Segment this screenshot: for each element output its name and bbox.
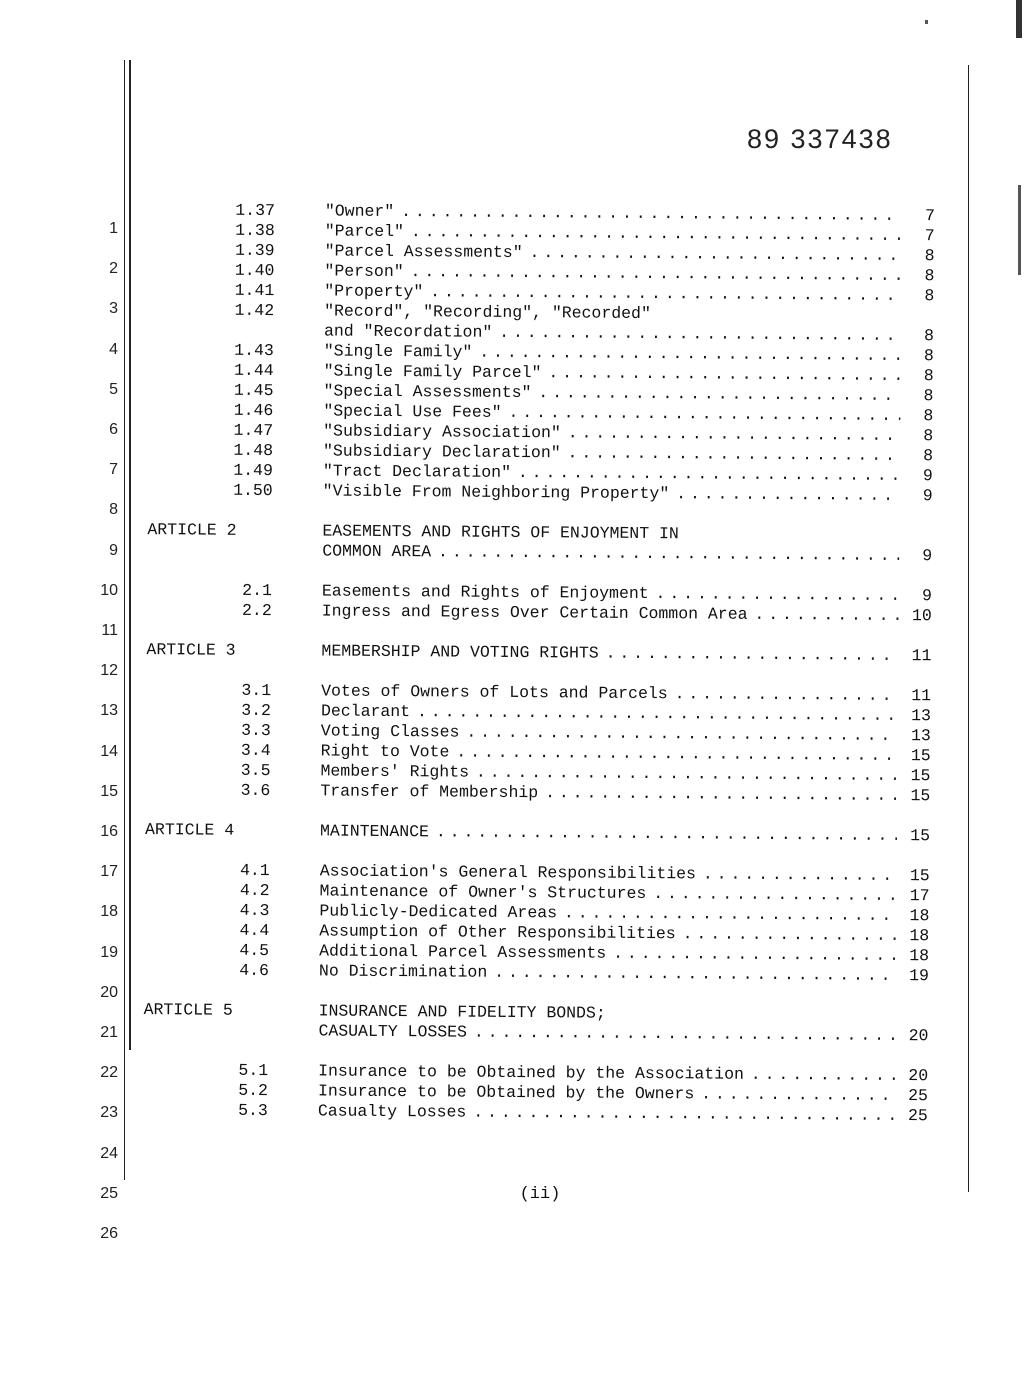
dot-leader xyxy=(394,202,902,225)
dot-leader xyxy=(649,584,899,605)
dot-leader xyxy=(541,363,900,385)
dot-leader xyxy=(646,884,896,905)
section-title-text: "Tract Declaration" xyxy=(322,461,512,482)
article-label: ARTICLE 2 xyxy=(147,520,237,540)
section-number: 1.47 xyxy=(233,420,274,441)
section-title-text: MAINTENANCE xyxy=(319,821,430,842)
section-title-text: "Subsidiary Declaration" xyxy=(322,441,561,463)
page-number: 13 xyxy=(911,706,932,726)
page-number: 18 xyxy=(909,926,930,946)
dot-leader xyxy=(487,963,896,985)
page-number: 9 xyxy=(921,586,932,606)
section-title-text: Casualty Losses xyxy=(317,1101,467,1122)
section-title xyxy=(319,961,896,985)
page-number: 10 xyxy=(911,606,932,626)
section-number: 1.45 xyxy=(233,380,274,401)
page-footer-number: (ii) xyxy=(519,1185,561,1204)
page-number: 18 xyxy=(909,946,930,966)
line-number: 14 xyxy=(100,742,118,760)
dot-leader xyxy=(561,423,900,445)
section-title-text: "Property" xyxy=(324,281,424,302)
dot-leader xyxy=(469,763,898,785)
page-number: 9 xyxy=(922,466,933,486)
line-number: 2 xyxy=(109,260,118,278)
section-title-text: Association's General Responsibilities xyxy=(319,861,697,884)
section-title-text: Ingress and Egress Over Certain Common Area xyxy=(321,601,748,624)
page-number: 8 xyxy=(923,326,935,346)
line-number: 21 xyxy=(100,1024,118,1041)
section-number: 1.49 xyxy=(233,460,273,481)
dot-leader xyxy=(557,903,896,925)
line-number: 15 xyxy=(100,782,118,800)
section-title-text: "Single Family Parcel" xyxy=(323,361,542,383)
section-title-text: "Visible From Neighboring Property" xyxy=(322,481,670,504)
section-title-text: "Single Family" xyxy=(323,341,473,362)
section-title-text: INSURANCE AND FIDELITY BONDS; xyxy=(318,1001,606,1023)
toc-article-row xyxy=(136,640,956,666)
section-number: 1.46 xyxy=(233,400,274,421)
section-number: 5.2 xyxy=(238,1080,269,1101)
section-number: 5.1 xyxy=(238,1060,269,1081)
page-number: 8 xyxy=(923,406,934,426)
line-number: 16 xyxy=(100,823,118,840)
article-label: ARTICLE 4 xyxy=(144,820,235,840)
page-number: 8 xyxy=(923,446,934,466)
section-number: 1.38 xyxy=(235,220,275,241)
dot-leader xyxy=(523,243,902,265)
line-number: 25 xyxy=(100,1184,118,1202)
dot-leader xyxy=(410,702,898,725)
section-title-continued xyxy=(322,541,899,565)
section-title-text: Easements and Rights of Enjoyment xyxy=(321,581,649,604)
section-title-text: "Owner" xyxy=(324,201,395,221)
section-title-text: EASEMENTS AND RIGHTS OF ENJOYMENT IN xyxy=(322,521,679,544)
dot-leader xyxy=(531,383,900,405)
page-number: 19 xyxy=(909,966,930,986)
section-title xyxy=(322,601,899,625)
dot-leader xyxy=(599,644,899,665)
section-number: 3.1 xyxy=(241,680,272,701)
line-number: 6 xyxy=(109,421,118,438)
dot-leader xyxy=(502,403,901,425)
scan-edge-mark xyxy=(1016,0,1022,38)
scan-speck xyxy=(925,20,928,24)
dot-leader xyxy=(744,1065,895,1085)
page-number: 18 xyxy=(909,906,930,926)
section-number: 5.3 xyxy=(238,1100,268,1121)
section-title-text: "Parcel Assessments" xyxy=(324,241,523,263)
dot-leader xyxy=(459,723,898,745)
line-number: 1 xyxy=(109,220,118,237)
section-number: 1.50 xyxy=(233,480,273,501)
dot-leader xyxy=(606,944,896,965)
section-number: 1.39 xyxy=(234,240,275,261)
dot-leader xyxy=(669,484,900,505)
page-number: 20 xyxy=(908,1026,929,1046)
section-number: 3.5 xyxy=(240,760,271,781)
dot-leader xyxy=(676,924,897,945)
section-title-text: "Subsidiary Association" xyxy=(323,421,561,443)
page-number: 15 xyxy=(910,766,931,786)
section-number: 2.2 xyxy=(241,600,272,621)
page-number: 8 xyxy=(923,346,934,366)
dot-leader xyxy=(511,463,900,485)
page-number: 8 xyxy=(924,246,935,266)
dot-leader xyxy=(404,222,902,245)
section-title xyxy=(320,781,897,805)
section-title-text: and "Recordation" xyxy=(323,321,493,342)
page-number: 17 xyxy=(909,886,930,906)
dot-leader xyxy=(668,684,899,705)
toc-article-row xyxy=(135,820,955,846)
section-title-text: No Discrimination xyxy=(318,961,488,982)
section-title-text: Right to Vote xyxy=(320,741,450,762)
page-number: 15 xyxy=(910,746,931,766)
page-number: 8 xyxy=(923,366,934,386)
line-number: 4 xyxy=(109,340,118,358)
dot-leader xyxy=(538,783,897,805)
section-number: 4.2 xyxy=(239,880,270,901)
section-number: 1.48 xyxy=(233,440,274,461)
section-title-text: Declarant xyxy=(320,701,411,722)
section-number: 2.1 xyxy=(242,580,273,601)
section-title-text: Assumption of Other Responsibilities xyxy=(319,921,676,944)
page-number: 25 xyxy=(908,1086,929,1106)
section-number: 4.5 xyxy=(239,940,270,961)
page-number: 7 xyxy=(924,206,935,226)
section-title-text: "Record", "Recording", "Recorded" xyxy=(324,301,651,324)
line-number: 23 xyxy=(100,1104,118,1122)
page-number: 11 xyxy=(911,646,932,666)
dot-leader xyxy=(747,605,898,625)
section-number: 1.42 xyxy=(234,300,275,321)
section-number: 1.43 xyxy=(234,340,274,361)
line-number: 18 xyxy=(100,903,118,921)
line-number: 12 xyxy=(100,662,118,680)
left-margin-rule xyxy=(124,60,125,1180)
section-number: 4.4 xyxy=(239,920,270,941)
dot-leader xyxy=(423,282,901,305)
line-number: 7 xyxy=(109,461,118,479)
section-number: 4.3 xyxy=(239,900,270,921)
page-number: 11 xyxy=(911,686,932,706)
section-number: 3.2 xyxy=(241,700,272,721)
dot-leader xyxy=(404,262,902,285)
section-number: 1.37 xyxy=(235,200,275,221)
page-number: 9 xyxy=(922,486,933,506)
section-title-text: CASUALTY LOSSES xyxy=(318,1021,468,1042)
document-number: 89 337438 xyxy=(747,124,893,154)
page-number: 20 xyxy=(908,1066,929,1086)
article-label: ARTICLE 5 xyxy=(143,1000,233,1020)
dot-leader xyxy=(467,1023,896,1045)
line-number: 10 xyxy=(100,581,118,599)
line-number: 11 xyxy=(101,622,118,639)
line-number: 5 xyxy=(109,380,118,398)
page-number: 15 xyxy=(909,866,930,886)
page-number: 8 xyxy=(923,426,934,446)
section-title-text: "Special Assessments" xyxy=(323,381,532,403)
section-number: 1.44 xyxy=(233,360,274,381)
section-number: 4.6 xyxy=(239,960,270,981)
table-of-contents xyxy=(140,200,960,1126)
section-number: 3.3 xyxy=(241,720,271,741)
page-number: 8 xyxy=(924,286,935,306)
section-number: 3.4 xyxy=(240,740,271,761)
right-margin-rule xyxy=(968,65,969,1192)
line-number: 13 xyxy=(100,702,118,720)
line-number: 20 xyxy=(100,983,118,1001)
section-number: 1.41 xyxy=(234,280,275,301)
section-title-text: Publicly-Dedicated Areas xyxy=(319,901,558,923)
scan-edge-mark xyxy=(1018,185,1021,275)
section-title xyxy=(320,821,897,845)
dot-leader xyxy=(696,864,897,885)
dot-leader xyxy=(449,742,897,765)
section-number: 3.6 xyxy=(240,780,271,801)
dot-leader xyxy=(466,1103,895,1125)
article-label: ARTICLE 3 xyxy=(146,640,236,660)
line-number: 24 xyxy=(100,1144,118,1162)
section-title-text: COMMON AREA xyxy=(322,541,432,562)
line-number: 19 xyxy=(100,943,118,961)
dot-leader xyxy=(429,822,897,845)
section-title-text: "Person" xyxy=(324,261,404,282)
section-title-text: Insurance to be Obtained by the Owners xyxy=(317,1081,695,1104)
page-number: 15 xyxy=(910,786,931,806)
section-title-text: MEMBERSHIP AND VOTING RIGHTS xyxy=(321,641,599,663)
line-number: 9 xyxy=(109,541,118,559)
section-title-text: "Special Use Fees" xyxy=(323,401,502,422)
dot-leader xyxy=(694,1084,895,1105)
page-number: 7 xyxy=(924,226,935,246)
section-title xyxy=(321,641,898,665)
page-number: 8 xyxy=(924,266,935,286)
dot-leader xyxy=(472,343,901,365)
section-title-continued xyxy=(318,1021,895,1045)
line-number: 26 xyxy=(100,1225,118,1242)
page-number: 8 xyxy=(923,386,934,406)
section-title-text: Additional Parcel Assessments xyxy=(319,941,607,963)
page-number: 13 xyxy=(910,726,931,746)
section-title-text: Members' Rights xyxy=(320,761,470,782)
section-title xyxy=(318,1101,895,1125)
section-title-text: Insurance to be Obtained by the Association xyxy=(318,1061,745,1084)
line-number: 3 xyxy=(109,300,118,318)
dot-leader xyxy=(492,323,901,345)
section-title-text: Maintenance of Owner's Structures xyxy=(319,881,647,903)
section-title xyxy=(323,481,900,505)
section-title-text: Voting Classes xyxy=(320,721,460,742)
section-title-text: Votes of Owners of Lots and Parcels xyxy=(321,681,668,704)
page-number: 25 xyxy=(907,1106,928,1126)
dot-leader xyxy=(431,542,899,565)
section-title-text: Transfer of Membership xyxy=(320,781,539,803)
line-number: 17 xyxy=(100,863,118,881)
line-number: 22 xyxy=(100,1064,118,1082)
dot-leader xyxy=(561,443,900,465)
left-margin-rule-inner xyxy=(129,60,131,1050)
section-title-text: "Parcel" xyxy=(324,221,405,242)
page-number: 9 xyxy=(922,546,933,566)
line-number: 8 xyxy=(109,501,118,519)
page-number: 15 xyxy=(910,826,931,846)
section-number: 1.40 xyxy=(234,260,275,281)
section-number: 4.1 xyxy=(239,860,270,881)
